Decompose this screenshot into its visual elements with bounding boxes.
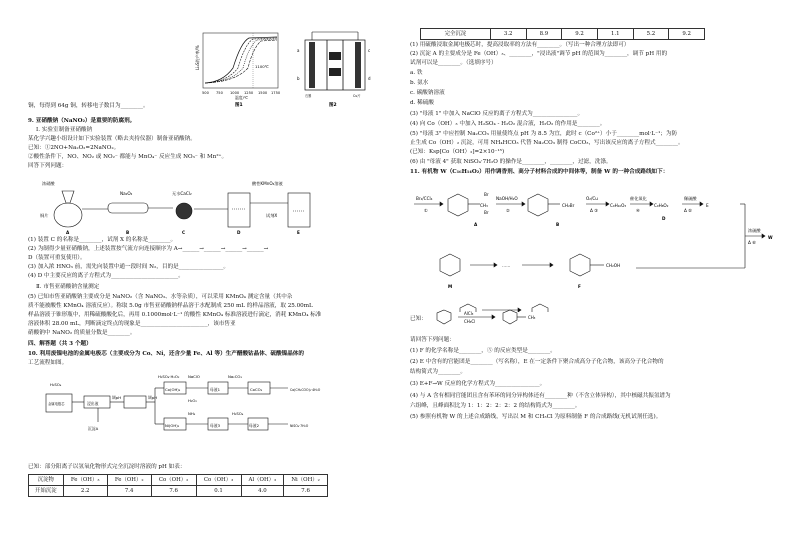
- syn-step-2: ②: [506, 208, 510, 213]
- figures: [193, 28, 383, 108]
- q9-known-2: ②酸性条件下，NO、NO₂ 或 NO₂⁻ 都能与 MnO₄⁻ 反应生成 NO₃⁻ 和 Mn²⁺。: [28, 154, 228, 160]
- q9-5-e: 硝酸钠中 NaNO₂ 的质量分数是________。: [28, 330, 136, 336]
- syn-a: A: [474, 222, 478, 227]
- fig2-label-b: b: [297, 76, 300, 81]
- q11-3: (3) E+F→W 反应的化学方程式为________________。: [410, 381, 546, 387]
- ph-table: [28, 474, 328, 497]
- flow-h2so4-h2o2: H₂SO₄·H₂O₂: [158, 374, 180, 379]
- benzene-ring-b: [528, 194, 548, 216]
- q11-1: (1) F 的化学名称是________，⑤ 的反应类型是________。: [410, 348, 556, 354]
- benzene-ring-f: [570, 254, 590, 276]
- syn-c: C₉H₁₀O₃: [610, 203, 627, 208]
- q9-intro: 某化学兴趣小组设计如下实验装置（略去夹持仪器）制备亚硝酸钠。: [28, 136, 196, 142]
- q9-2: (2) 为制得少量亚硝酸钠，上述装置按气流方向连接顺序为 A→______→______→______→______→: [28, 246, 269, 252]
- flow-coco3: CoCO₃: [250, 387, 263, 392]
- fig2-cu: Cu片: [353, 94, 361, 98]
- q10-5-b: 止生成 Co（OH）₂ 沉淀，可用 NH₄HCO₃ 代替 Na₂CO₃ 制得 CoCO₃，写出该反应的离子方程式________。: [410, 140, 684, 146]
- fig1-label: 图1: [235, 103, 243, 108]
- flow-adjust-ph-2: 调pH: [148, 395, 158, 400]
- syn-dots: ……: [502, 263, 511, 268]
- q9-3: (3) 加入浓 HNO₃ 前，需先向装置中通一段时间 N₂，目的是________________。: [28, 264, 229, 270]
- q10-5-a: (5) "母液 3" 中应控制 Na₂CO₃ 用量使终点 pH 为 8.5 为宜，此时 c（Co²⁺）小于________mol·L⁻¹；为防: [410, 131, 678, 137]
- q10-5-c: (已知：Ksp[Co（OH）₂]=2×10⁻¹⁵): [410, 149, 505, 155]
- label-b: B: [126, 230, 130, 235]
- fig1-xlabel: 温度/℃: [235, 95, 249, 100]
- benzene-ring-a: [448, 194, 468, 216]
- fig1-xtick: 1500: [258, 91, 268, 95]
- curve-p3: [205, 39, 277, 83]
- q10-1: (1) 用硫酸浸取金属电极芯时，提高浸取率的方法有________。（写出一种合理方法即可）: [410, 42, 630, 48]
- known-reaction: [432, 309, 572, 325]
- q9-title: 9. 亚硝酸钠（NaNO₂）是重要的防腐剂。: [28, 118, 136, 124]
- drying-tube-icon: [176, 203, 192, 219]
- table-cell: Co（OH）₃: [196, 475, 241, 486]
- table-cell: 4.0: [241, 486, 284, 497]
- table-cell: Ni（OH）₂: [284, 475, 328, 486]
- syn-ch3: CH₃: [480, 203, 488, 208]
- figure-2: [297, 32, 371, 108]
- flow-leachate: 浸出液: [87, 401, 99, 406]
- q9-known-1: 已知：①2NO+Na₂O₂=2NaNO₂。: [28, 145, 120, 151]
- curve-p2: [205, 38, 277, 83]
- figure-1: [194, 33, 281, 108]
- table-cell: 3.2: [490, 29, 526, 40]
- q10-known: 已知：部分阳离子以氢氧化物形式完全沉淀时溶液的 pH 如表：: [28, 464, 186, 470]
- label-kmno4: 酸性KMnO₄溶液: [252, 181, 283, 186]
- table-cell: 8.9: [526, 29, 562, 40]
- flow-h2o2: H₂O₂: [188, 398, 197, 403]
- label-cacl2: 无水CaCl₂: [172, 191, 192, 196]
- curve-p1: [205, 37, 277, 83]
- q11-2-cont: 结构简式为________。: [410, 369, 466, 375]
- q11-5: (5) 参照有机物 W 的上述合成路线，写出以 M 和 CH₃Cl 为原料制备 F 的合成路线(无机试剂任选)。: [410, 414, 662, 420]
- syn-d-formula: C₉H₈O₂: [654, 203, 669, 208]
- fig2-label-c: c: [368, 48, 371, 53]
- flow-adjust-ph-1: 调pH: [112, 395, 122, 400]
- cu-electrode: [355, 42, 361, 88]
- fig2-label-a: a: [297, 48, 300, 53]
- flow-na2co3: Na₂CO₃: [228, 374, 242, 379]
- syn-d: D: [662, 216, 666, 221]
- syn-step-3: Δ ③: [590, 208, 598, 213]
- table-cell: 9.2: [669, 29, 705, 40]
- syn-conc-h2so4: 浓硫酸: [748, 228, 761, 233]
- syn-m: M: [448, 284, 453, 289]
- q11-title: 11. 有机物 W（C₁₆H₁₄O₂）用作调香剂、高分子材料合成的中间体等，制备 W 的一种合成路线如下：: [410, 169, 669, 175]
- q9-prompt: 回答下列问题：: [28, 163, 68, 169]
- q11-2: (2) E 中含有的官能团是________（写名称），E 在一定条件下聚合成高分子化合物，该高分子化合物的: [410, 359, 664, 365]
- q10-2-cont: 试剂可以是________。（选填序号）: [410, 60, 497, 66]
- flow-h2so4-2: H₂SO₄: [232, 411, 244, 416]
- table-cell: 0.1: [196, 486, 241, 497]
- syn-w: W: [768, 235, 773, 240]
- table-cell: Al（OH）₃: [241, 475, 284, 486]
- syn-e: E: [706, 203, 709, 208]
- fig1-xtick: 1750: [271, 91, 281, 95]
- q10-2: (2) 沉淀 A 的主要成分是 Fe（OH）₃、________，"浸出液"调节 pH 的范围为________，调节 pH 用的: [410, 51, 668, 57]
- tube-b-icon: [108, 203, 148, 213]
- q11-known: 已知：: [410, 316, 427, 322]
- syn-ch2br: CH₂Br: [562, 203, 575, 208]
- apparatus-diagram: [38, 173, 338, 235]
- label-na2o2: Na₂O₂: [120, 191, 133, 196]
- q9-5-d: 溶液体积 28.00 mL，判断滴定终点的现象是________________________，该市售亚: [28, 321, 236, 327]
- option-b: b. 氨水: [410, 80, 429, 86]
- q10-title: 10. 利用废镍电池的金属电极芯（主要成分为 Co、Ni，还含少量 Fe、Al 等）生产醋酸钴晶体、硫酸镍晶体的: [28, 351, 304, 357]
- table-cell: 完全沉淀: [421, 29, 491, 40]
- q11-4-cont: 六组峰，且峰面积比为 1：1：2：2：2：2 的结构简式为________。: [410, 403, 581, 409]
- fig2-label: 图2: [329, 103, 337, 108]
- table-cell: Fe（OH）₃: [63, 475, 107, 486]
- label-a: A: [66, 230, 70, 235]
- option-a: a. 铁: [410, 70, 423, 76]
- label-c: C: [182, 230, 186, 235]
- section-4-title: 四、解答题（共 3 个题）: [28, 341, 92, 347]
- flow-mother-2: 母液2: [249, 423, 260, 428]
- flow-mother-3: 母液3: [210, 423, 221, 428]
- flow-h2so4: H₂SO₄: [50, 382, 62, 387]
- flow-mother-1: 母液1: [210, 387, 221, 392]
- fig1-xtick: 1000: [230, 91, 240, 95]
- syn-cat-ox: 催化氧化: [630, 196, 647, 201]
- q10-title-cont: 工艺流程如图。: [28, 360, 68, 366]
- bottle-e-icon: [288, 193, 310, 227]
- q8-tail: 铜，每得到 64g 铜，转移电子数目为________。: [28, 103, 149, 109]
- curve-p4: [205, 40, 277, 83]
- syn-br-2: Br: [484, 210, 489, 215]
- table-cell: 5.2: [633, 29, 669, 40]
- table-row: [29, 475, 328, 486]
- ph-table-cont: [420, 28, 705, 40]
- q9-5-c: 样品溶液于锥形瓶中，用稀硫酸酸化后，再用 0.1000mol·L⁻¹ 的酸性 KMnO₄ 标准溶液进行滴定，消耗 KMnO₄ 标准: [28, 312, 322, 318]
- known-alcl3: AlCl₃: [464, 311, 474, 316]
- syn-dilute-h2so4: 稀硫酸: [684, 196, 697, 201]
- known-ch3cl: CH₃Cl: [464, 319, 476, 324]
- known-ch3: CH₃: [528, 315, 536, 320]
- table-cell: 1.1: [597, 29, 633, 40]
- syn-o2cu: O₂/Cu: [586, 196, 598, 201]
- syn-b: B: [556, 222, 560, 227]
- funnel-icon: [62, 191, 74, 203]
- q9-5-a: (5) 已知市售亚硝酸钠主要成分是 NaNO₂（含 NaNO₃、水等杂质），可以采用 KMnO₄ 测定含量（其中杂: [28, 294, 293, 300]
- benzene-ring-m: [440, 254, 460, 276]
- q9-2-cont: D（装置可重复使用）。: [28, 255, 86, 261]
- flask-icon: [54, 203, 82, 227]
- flow-co-oh3: Co(OH)₃: [165, 387, 181, 392]
- label-e: E: [297, 230, 300, 235]
- syn-step-5: Δ ⑤: [684, 208, 692, 213]
- fig2-graphite: 石墨: [305, 94, 312, 98]
- syn-br-1: Br: [484, 192, 489, 197]
- q10-6: (6) 由 "母液 4" 获取 NiSO₄·7H₂O 的操作是________，________，过滤，洗涤。: [410, 159, 612, 165]
- q9-section-2: Ⅱ. 市售亚硝酸钠含量测定: [36, 284, 100, 290]
- fig1-temp: 1100℃: [255, 64, 269, 69]
- flow-product-co: Co(CH₃COO)₂·4H₂O: [290, 388, 321, 392]
- table-cell: Co（OH）₂: [151, 475, 196, 486]
- syn-step-4: ④: [636, 208, 640, 213]
- fig1-ylabel: Li₂S的产率/%: [195, 45, 200, 70]
- syn-ch2oh: CH₂OH: [606, 263, 621, 268]
- flow-precipitate-a: 沉淀A: [88, 426, 99, 431]
- table-cell: 7.6: [151, 486, 196, 497]
- table-cell: 7.6: [284, 486, 328, 497]
- table-cell: 7.4: [107, 486, 151, 497]
- process-flow: [38, 370, 338, 450]
- q10-3: (3) "母液 1" 中加入 NaClO 反应的离子方程式为________________。: [410, 111, 584, 117]
- fig1-xtick: 750: [216, 91, 223, 95]
- table-cell: Fe（OH）₂: [107, 475, 151, 486]
- syn-step-1: ①: [424, 208, 428, 213]
- syn-naoh: NaOH/H₂O: [496, 196, 518, 201]
- table-cell: 2.2: [63, 486, 107, 497]
- table-cell: 开始沉淀: [29, 486, 64, 497]
- label-cu: 铜片: [40, 213, 49, 218]
- syn-br2: Br₂/CCl₄: [416, 196, 433, 201]
- q11-4: (4) 与 A 含有相同官能团且含有苯环的同分异构体还有________种（不含立体异构），其中核磁共振氢谱为: [410, 393, 671, 399]
- flow-naclo: NaClO: [188, 374, 200, 379]
- flow-ni-oh2: Ni(OH)₂: [165, 423, 180, 428]
- option-c: c. 碳酸钠溶液: [410, 90, 445, 96]
- option-d: d. 稀硫酸: [410, 100, 434, 106]
- syn-step-6: Δ ⑥: [748, 240, 756, 245]
- fig2-label-d: d: [368, 76, 371, 81]
- flow-nh3: NH₃: [188, 411, 196, 416]
- flow-electrode: 金属电极芯: [48, 402, 65, 406]
- q10-4: (4) 向 Co（OH）₃ 中加入 H₂SO₄ - H₂O₂ 混合液，H₂O₂ 的作用是________。: [410, 121, 606, 127]
- label-d: D: [237, 230, 241, 235]
- q9-4: (4) D 中主要反应的离子方程式为________________________。: [28, 273, 184, 279]
- label-x: 试剂X: [266, 213, 278, 218]
- fig1-xtick: 500: [202, 91, 209, 95]
- fig1-xtick: 1250: [244, 91, 254, 95]
- q11-prompt: 请回答下列问题：: [410, 337, 455, 343]
- q9-section-1: Ⅰ. 实验室制备亚硝酸钠: [36, 127, 93, 133]
- graphite-electrode: [309, 42, 315, 88]
- flow-product-ni: NiSO₄·7H₂O: [290, 424, 309, 428]
- label-conc-hno3: 浓硝酸: [42, 181, 55, 186]
- syn-f: F: [578, 284, 581, 289]
- table-cell: 9.2: [562, 29, 598, 40]
- bottle-d-icon: [228, 193, 250, 227]
- synthesis-route: [410, 180, 780, 312]
- table-row: [421, 29, 705, 40]
- table-row: [29, 486, 328, 497]
- q9-5-b: 质不能被酸性 KMnO₄ 溶液反应）。称取 5.0g 市售亚硝酸钠样品溶于水配制成 250 mL 的样品溶液，取 25.00mL: [28, 303, 313, 309]
- table-cell: 沉淀物: [29, 475, 64, 486]
- q9-1: (1) 装置 C 的名称是________，试剂 X 的名称是________。: [28, 237, 177, 243]
